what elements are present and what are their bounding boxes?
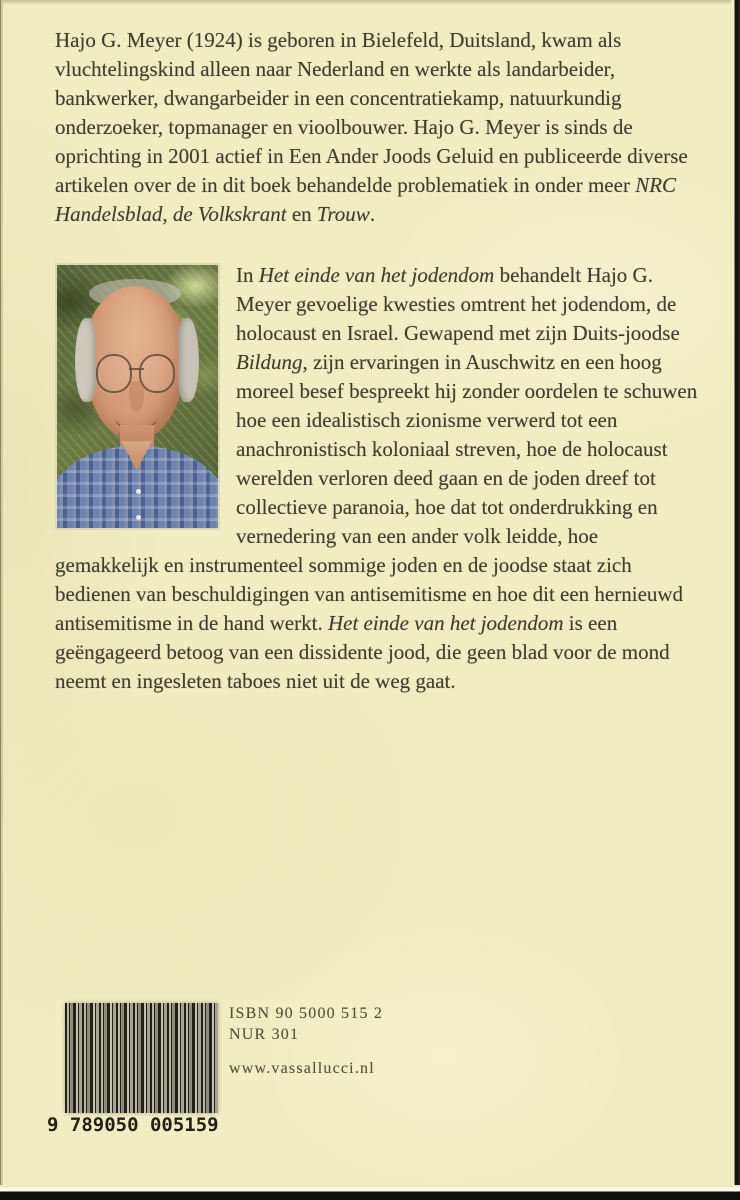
bio-text-run: Hajo G. Meyer (1924) is geboren in Bielefeld, Duitsland, kwam als vluchtelingskind alleen naar Nederland en werkte als landarbeider, bankwerker, dwangarbeider in een concentratiekamp, natuurkundig onderzoeker, topmanager en vioolbouwer. Hajo G. Meyer is sinds de oprichting in 2001 actief in Een Ander Joods Geluid en publiceerde diverse artikelen over de in dit boek behandelde problematiek in onder meer [55, 28, 688, 197]
photo-hair [75, 318, 96, 402]
bio-newspaper-titles: NRC Handelsblad, de Volkskrant [55, 173, 677, 226]
publisher-info [229, 1003, 383, 1079]
book-title: Het einde van het jodendom [327, 611, 564, 635]
photo-glasses [129, 368, 143, 370]
scan-edge [730, 0, 740, 1200]
nur-code: NUR 301 [229, 1026, 300, 1043]
barcode [47, 1003, 219, 1136]
author-photo [55, 263, 220, 530]
photo-glasses [139, 354, 175, 392]
photo-button [136, 515, 141, 520]
synopsis-section [55, 261, 702, 696]
photo-hair [178, 318, 199, 402]
bio-newspaper-title: Trouw [316, 202, 370, 226]
scan-edge [0, 0, 6, 1200]
synopsis-text-run: In [236, 263, 259, 287]
term-bildung: Bildung [236, 350, 303, 374]
publisher-website: www.vassallucci.nl [229, 1060, 375, 1077]
bio-paragraph [55, 26, 705, 229]
scan-edge [0, 0, 740, 5]
photo-button [136, 489, 141, 494]
colophon [47, 1003, 384, 1136]
synopsis-text-run: behandelt Hajo G. Meyer gevoelige kwesties omtrent het jodendom, de holocaust en Israel. Gewapend met zijn Duits-joodse [236, 263, 680, 345]
synopsis-text-run: is een geëngageerd betoog van een dissidente jood, die geen blad voor de mond neemt en ingesleten taboes niet uit de weg gaat. [55, 611, 670, 693]
photo-glasses [96, 354, 132, 392]
synopsis-text-run: , zijn ervaringen in Auschwitz en een hoog moreel besef bespreekt hij zonder oordelen te schuwen hoe een idealistisch zionisme verwerd tot een anachronistisch koloniaal streven, hoe de holocaust werelden verloren deed gaan en de joden dreef tot collectieve paranoia, hoe dat tot onderdrukking en vernedering van een ander volk leidde, hoe gemakkelijk en instrumenteel sommige joden en de joodse staat zich bedienen van beschuldigingen van antisemitisme en hoe dit een hernieuwd antisemitisme in de hand werkt. [55, 350, 698, 635]
scan-edge [0, 1185, 740, 1200]
isbn-number: ISBN 90 5000 515 2 [229, 1005, 384, 1022]
barcode-bars [65, 1003, 218, 1113]
bio-text-run: . [369, 202, 376, 226]
barcode-digits: 9 789050 005159 [47, 1114, 219, 1136]
bio-text-run: en [286, 202, 317, 226]
book-title: Het einde van het jodendom [258, 263, 495, 287]
